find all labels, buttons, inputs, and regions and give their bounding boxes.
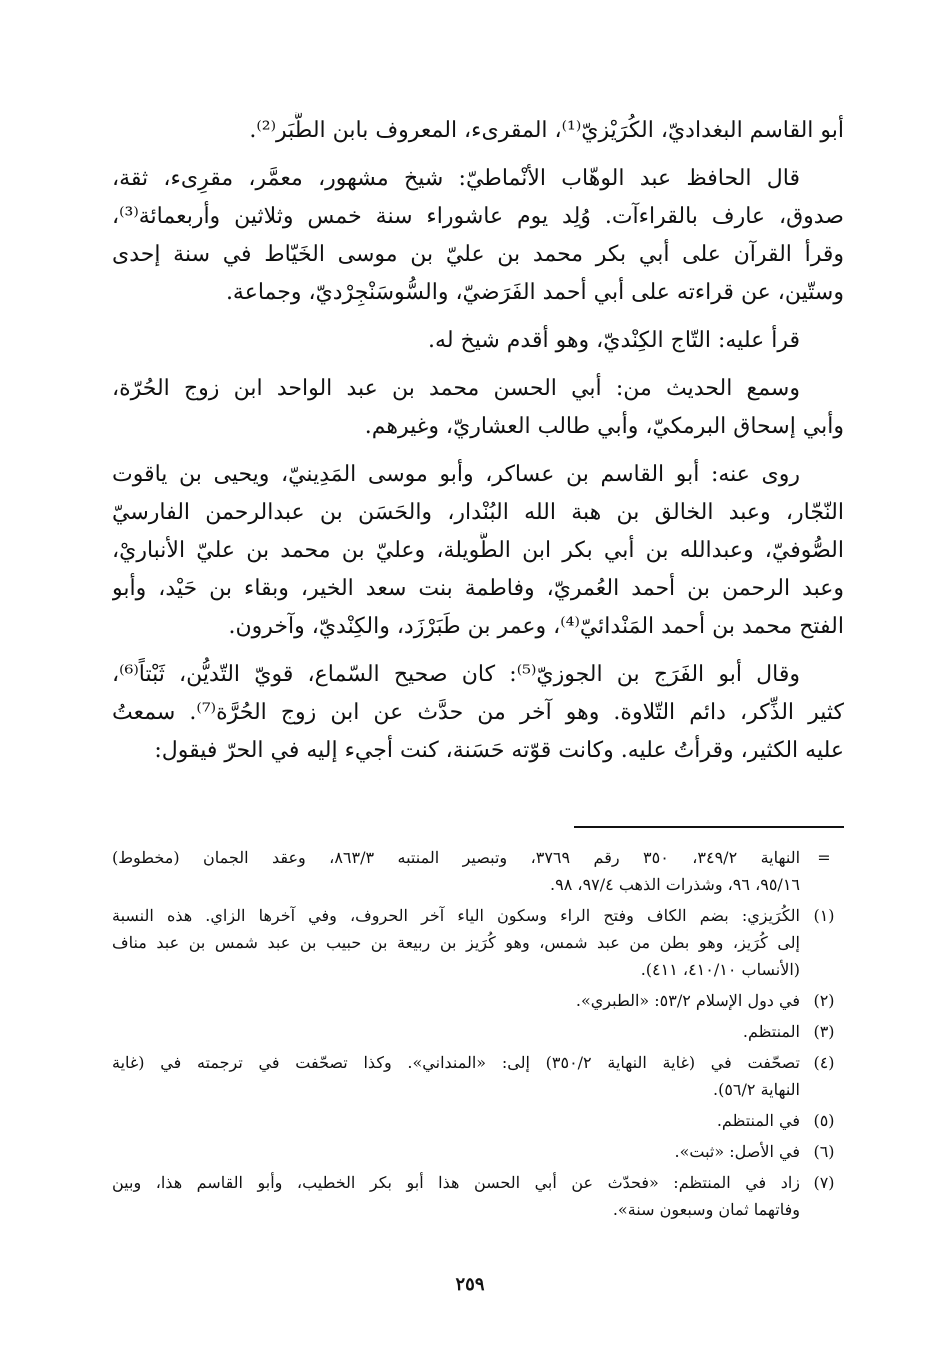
text-line: وسمع الحديث من: أبي الحسن محمد بن عبد الواحد ابن زوج الحُرّة، bbox=[112, 376, 800, 401]
paragraph bbox=[112, 112, 844, 150]
text-line: وعبد الرحمن بن أحمد العُمريّ، وفاطمة بنت سعد الخير، وبقاء بن حَيْد، وأبو bbox=[112, 576, 844, 601]
text-line: الصُّوفيّ، وعبدالله بن أبي بكر ابن الطُّويلة، وعليّ بن محمد بن عليّ الأنباريْ، bbox=[112, 538, 844, 563]
text-line: قرأ عليه: التّاج الكِنْديّ، وهو أقدم شيخ له. bbox=[428, 328, 800, 353]
text-line: صدوق، عارف بالقراءآت. وُلِد يوم عاشوراء سنة خمس وثلاثين وأربعمائة⁽³⁾، bbox=[112, 204, 844, 229]
text-line: روى عنه: أبو القاسم بن عساكر، وأبو موسى المَدِينيّ، ويحيى بن ياقوت bbox=[112, 462, 800, 487]
footnote-marker: (٦) bbox=[813, 1142, 835, 1161]
footnote-line: إلى كُرَيز، وهو بطن من عبد شمس، وهو كُرَيز بن ربيعة بن حبيب بن عبد شمس بن عبد مناف bbox=[112, 933, 800, 952]
paragraph bbox=[112, 160, 844, 312]
footnote-line: في دول الإسلام ٥٣/٢: «الطبري». bbox=[575, 991, 800, 1010]
footnote bbox=[112, 1018, 844, 1045]
text-line: النّجّار، وعبد الخالق بن هبة الله البُنْدار، والحَسَن بن عبدالرحمن الفارسيّ bbox=[112, 500, 844, 525]
footnote-marker: (١) bbox=[813, 906, 835, 925]
text-line: كثير الذِّكر، دائم التّلاوة. وهو آخر من حدَّث عن ابن زوج الحُرَّة⁽⁷⁾. سمعتُ bbox=[112, 700, 844, 725]
footnote bbox=[112, 902, 844, 983]
footnote-marker: = bbox=[817, 848, 831, 867]
footnote-line: النهاية ٣٤٩/٢، ٣٥٠ رقم ٣٧٦٩، وتبصير المنتبه ٨٦٣/٣، وعقد الجمان (مخطوط) bbox=[112, 848, 800, 867]
text-line: الفتح محمد بن أحمد المَنْدائيّ⁽⁴⁾، وعمر بن طَبَرْزَد، والكِنْديّ، وآخرون. bbox=[228, 614, 844, 639]
footnote-line: النهاية ٥٦/٢). bbox=[712, 1080, 800, 1099]
footnote bbox=[112, 1138, 844, 1165]
paragraph bbox=[112, 456, 844, 646]
footnote-line: تصحّفت في (غاية النهاية ٣٥٠/٢) إلى: «المنداني». وكذا تصحّفت في ترجمته في (غاية bbox=[112, 1053, 800, 1072]
footnote bbox=[112, 1049, 844, 1103]
text-line: قال الحافظ عبد الوهّاب الأنْماطيّ: شيخ مشهور، معمَّر، مقرِىء، ثقة، bbox=[112, 166, 800, 191]
footnote-marker: (٧) bbox=[813, 1173, 835, 1192]
text-line: وقال أبو الفَرَج بن الجوزيّ⁽⁵⁾: كان صحيح السّماع، قويّ التّديُّن، ثَبْتاً⁽⁶⁾، bbox=[112, 662, 800, 687]
footnote-line: في الأصل: «ثبت». bbox=[674, 1142, 800, 1161]
text-line: وقرأ القرآن على أبي بكر محمد بن عليّ بن موسى الخَيّاط في سنة إحدى bbox=[112, 242, 844, 267]
page-number: ٢٥٩ bbox=[455, 1274, 485, 1295]
footnote bbox=[112, 987, 844, 1014]
footnote-line: في المنتظم. bbox=[716, 1111, 800, 1130]
footnote-line: ٩٥/١٦، ٩٦، وشذرات الذهب ٩٧/٤، ٩٨. bbox=[550, 875, 800, 894]
text-line: أبو القاسم البغداديّ، الكُرَيْزيّ⁽¹⁾، المقرىء، المعروف بابن الطَّبَر⁽²⁾. bbox=[249, 118, 844, 143]
footnote bbox=[112, 844, 844, 898]
footnote-marker: (٥) bbox=[813, 1111, 835, 1130]
footnote-line: (الأنساب ٤١٠/١٠، ٤١١). bbox=[640, 960, 800, 979]
text-line: وأبي إسحاق البرمكيّ، وأبي طالب العشاريّ، وغيرهم. bbox=[364, 414, 844, 439]
paragraph bbox=[112, 370, 844, 446]
text-line: عليه الكثير، وقرأتُ عليه. وكانت قوّته حَسَنة، كنت أجيء إليه في الحرّ فيقول: bbox=[154, 738, 844, 763]
footnotes bbox=[112, 844, 844, 1227]
footnote-line: زاد في المنتظم: «فحدّث عن أبي الحسن هذا أبو بكر الخطيب، وأبو القاسم هذا، وبين bbox=[112, 1173, 800, 1192]
paragraph bbox=[112, 656, 844, 770]
footnote bbox=[112, 1107, 844, 1134]
footnote-line: المنتظم. bbox=[742, 1022, 800, 1041]
footnote bbox=[112, 1169, 844, 1223]
main-text bbox=[112, 112, 844, 780]
footnote-line: وفاتهما ثمان وسبعون سنة». bbox=[612, 1200, 800, 1219]
footnote-separator bbox=[574, 826, 844, 828]
footnote-marker: (٣) bbox=[813, 1022, 835, 1041]
text-line: وستّين، عن قراءته على أبي أحمد الفَرَضيّ، والسُّوسَنْجِرْديّ، وجماعة. bbox=[225, 280, 844, 305]
paragraph bbox=[112, 322, 844, 360]
footnote-line: الكُرَيزي: بضم الكاف وفتح الراء وسكون الياء آخر الحروف، وفي آخرها الزاي. هذه النسبة bbox=[112, 906, 800, 925]
footnote-marker: (٤) bbox=[813, 1053, 835, 1072]
footnote-marker: (٢) bbox=[813, 991, 835, 1010]
